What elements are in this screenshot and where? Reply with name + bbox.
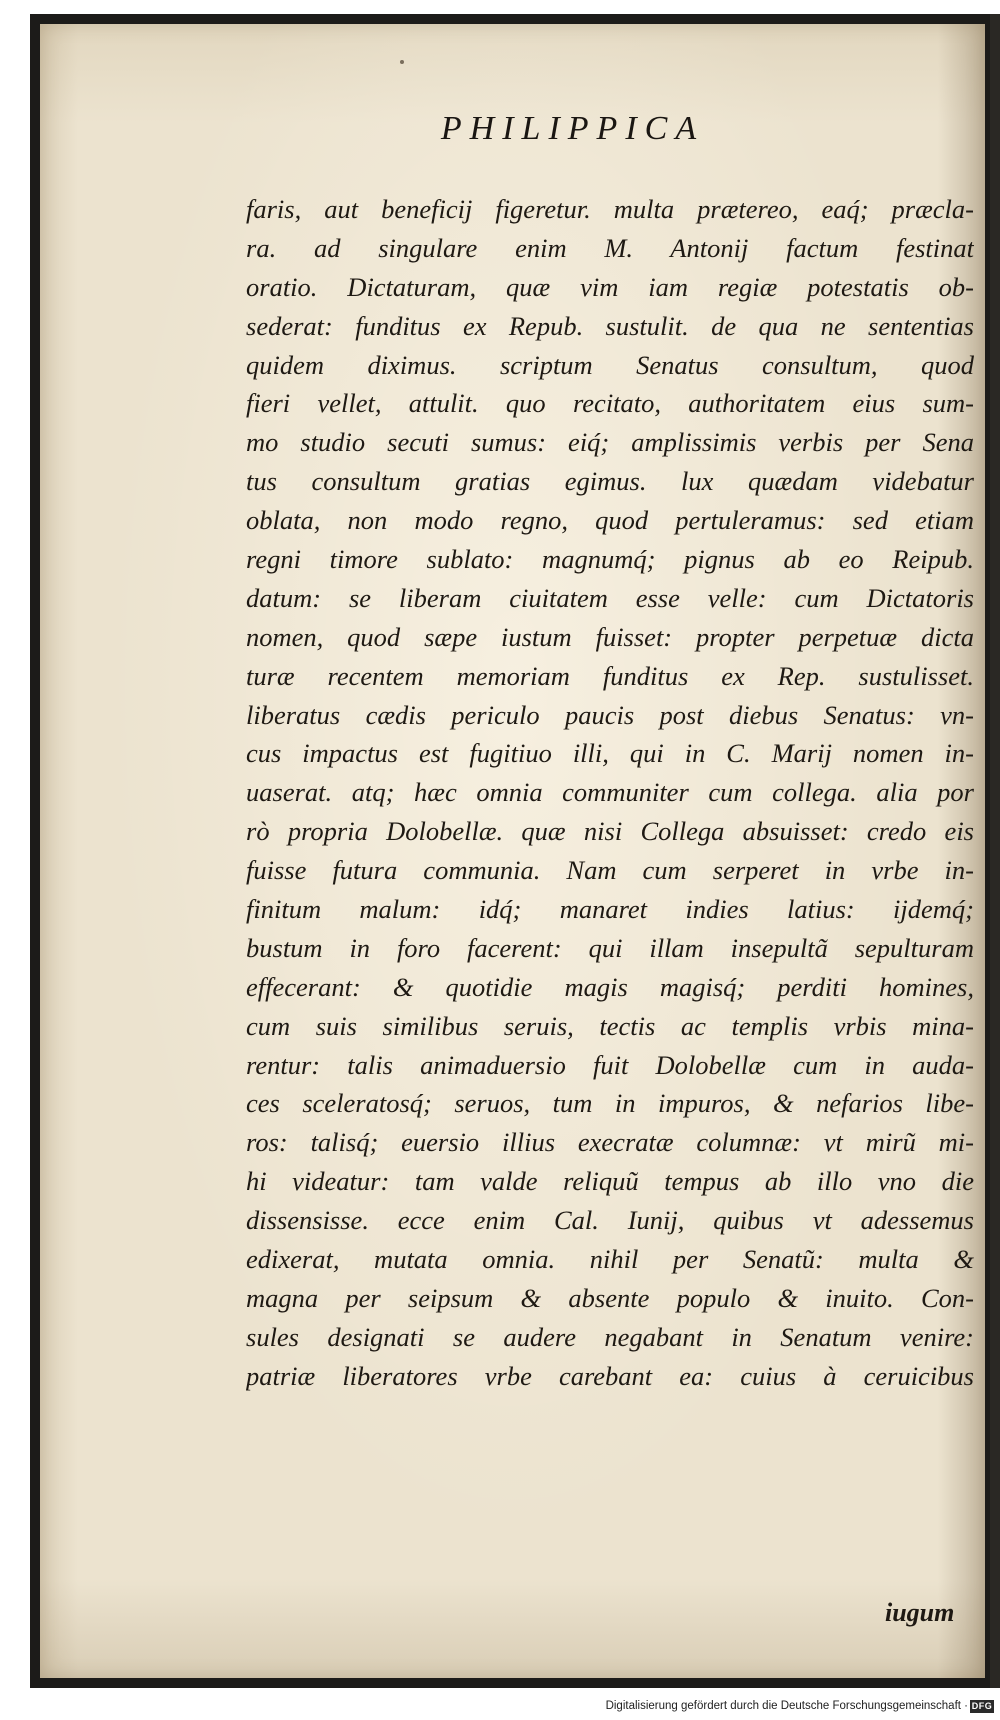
text-line: uaserat. atq; hæc omnia communiter cum collega. alia por (246, 777, 974, 808)
text-line: ros: talisq́; euersio illius execratæ columnæ: vt mirũ mi- (246, 1127, 974, 1158)
text-line: magna per seipsum & absente populo & inuito. Con- (246, 1282, 974, 1313)
text-line: edixerat, mutata omnia. nihil per Senatũ: multa & (246, 1244, 974, 1275)
text-line: sules designati se audere negabant in Senatum venire: (246, 1321, 974, 1352)
text-line: cus impactus est fugitiuo illi, qui in C. Marij nomen in- (246, 738, 974, 769)
text-line: cum suis similibus seruis, tectis ac templis vrbis mina- (246, 1010, 974, 1041)
text-line: regni timore sublato: magnumq́; pignus ab eo Reipub. (246, 544, 974, 575)
text-line: ces sceleratosq́; seruos, tum in impuros, & nefarios libe- (246, 1088, 974, 1119)
text-line: dissensisse. ecce enim Cal. Iunij, quibus vt adessemus (246, 1205, 974, 1236)
text-line: sederat: funditus ex Repub. sustulit. de qua ne sententias (246, 310, 974, 341)
text-line: oratio. Dictaturam, quæ vim iam regiæ potestatis ob- (246, 271, 974, 302)
dfg-logo-icon: DFG (971, 1701, 993, 1711)
text-line: fuisse futura communia. Nam cum serperet in vrbe in- (246, 855, 974, 886)
text-line: datum: se liberam ciuitatem esse velle: cum Dictatoris (246, 582, 974, 613)
text-line: patriæ liberatores vrbe carebant ea: cuius à ceruicibus (246, 1360, 974, 1391)
text-line: effecerant: & quotidie magis magisq́; perditi homines, (246, 971, 974, 1002)
text-line: rentur: talis animaduersio fuit Dolobellæ cum in auda- (246, 1049, 974, 1080)
text-line: rò propria Dolobellæ. quæ nisi Collega absuisset: credo eis (246, 816, 974, 847)
text-line: tus consultum gratias egimus. lux quædam videbatur (246, 466, 974, 497)
text-line: bustum in foro facerent: qui illam insepultã sepulturam (246, 932, 974, 963)
text-line: hi videatur: tam valde reliquũ tempus ab illo vno die (246, 1166, 974, 1197)
scan-edge (990, 14, 1000, 1688)
text-line: fieri vellet, attulit. quo recitato, authoritatem eius sum- (246, 388, 974, 419)
text-line: faris, aut beneficij figeretur. multa prætereo, eaq́; præcla- (246, 194, 974, 224)
text-line: turæ recentem memoriam funditus ex Rep. sustulisset. (246, 660, 974, 691)
text-line: mo studio secuti sumus: eiq́; amplissimis verbis per Sena (246, 427, 974, 458)
text-line: oblata, non modo regno, quod pertuleramus: sed etiam (246, 505, 974, 536)
text-line: ra. ad singulare enim M. Antonij factum festinat (246, 232, 974, 263)
text-line: liberatus cædis periculo paucis post diebus Senatus: vn- (246, 699, 974, 730)
scan-speck (400, 60, 404, 64)
catchword: iugum (885, 1598, 955, 1627)
digitization-credit: Digitalisierung gefördert durch die Deutsche Forschungsgemeinschaft · (605, 1700, 968, 1712)
book-page (40, 24, 985, 1678)
text-line: finitum malum: idq́; manaret indies latius: ijdemq́; (246, 894, 974, 925)
running-head: PHILIPPICA (440, 110, 705, 147)
text-line: nomen, quod sæpe iustum fuisset: propter perpetuæ dicta (246, 621, 974, 652)
page-body-text (246, 190, 974, 1396)
text-line: quidem diximus. scriptum Senatus consultum, quod (246, 349, 974, 380)
